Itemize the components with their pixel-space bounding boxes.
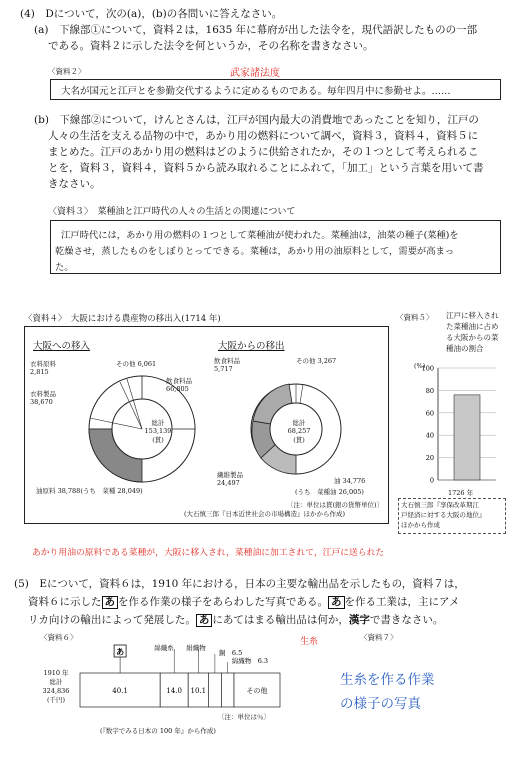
kana-box-2: あ bbox=[328, 596, 345, 609]
shiryo2-label: 〈資料２〉 bbox=[48, 67, 86, 76]
shiryo6-value-label: その他 bbox=[246, 687, 268, 695]
shiryo5-year: 1726 年 bbox=[448, 489, 474, 497]
kana-box-3: あ bbox=[196, 614, 213, 627]
shiryo6-label: 〈資料６〉 bbox=[40, 633, 78, 642]
shiryo6-note: 〔注：単位は％〕 bbox=[218, 713, 270, 721]
shiryo6-segment-name: 綿織糸 bbox=[154, 644, 174, 652]
chart5-ytick: 80 bbox=[425, 386, 434, 395]
answer-b: あかり用油の原料である菜種が，大阪に移入され，菜種油に加工されて，江戸に送られた bbox=[32, 548, 385, 558]
shiryo5-source: 大石慎三郎『享保改革期江 戸経済に対する大阪の地位』 ほかから作成 bbox=[398, 498, 506, 534]
inflow-label-5: 油原料 38,788(うち 菜種 28,049) bbox=[36, 487, 143, 495]
chart5-ytick: 20 bbox=[425, 454, 434, 463]
outflow-label-3: 繊維製品 24,497 bbox=[217, 471, 243, 487]
shiryo7-label: 〈資料７〉 bbox=[360, 633, 398, 642]
shiryo3-label: 〈資料３〉 菜種油と江戸時代の人々の生活との関連について bbox=[48, 207, 296, 217]
chart5-ytick: 100 bbox=[421, 364, 434, 373]
shiryo6-segment-name: 絹織物 bbox=[186, 644, 206, 652]
chart5-ytick: 0 bbox=[429, 476, 434, 485]
shiryo6-segment bbox=[221, 673, 234, 707]
q5-line2: 資料６に示した あ を作る作業の様子をあらわした写真である。 あ を作る工業は，主にアメ bbox=[28, 596, 460, 608]
q4b-line4: とを，資料３，資料４，資料５から読み取れることにふれて，「加工」という言葉を用いて書 bbox=[48, 162, 484, 174]
photo-placeholder: 生糸を作る作業 の様子の写真 bbox=[340, 672, 435, 712]
shiryo4-label: 〈資料４〉 大阪における農産物の移出入(1714 年) bbox=[24, 314, 221, 324]
q4b-line1: (b) 下線部②について，けんとさんは，江戸が国内最大の消費地であったことを知り，江戸の bbox=[34, 114, 479, 126]
shiryo6-source: (『数字でみる日本の 100 年』から作成) bbox=[100, 727, 216, 735]
outflow-label-5: (うち 菜種油 26,005) bbox=[295, 488, 364, 496]
shiryo5-caption: 江戸に移入され た菜種油に占め る大阪からの菜 種油の割合 bbox=[446, 311, 499, 353]
outflow-title: 大阪からの移出 bbox=[218, 341, 285, 352]
shiryo5-chart bbox=[396, 362, 506, 492]
q5-line3: リカ向けの輸出によって発展した。 あ にあてはまる輸出品は何か，漢字で書きなさい。 bbox=[28, 614, 444, 626]
shiryo6-kana: あ bbox=[116, 646, 125, 657]
outflow-label-4: 油 34,776 bbox=[334, 477, 366, 485]
shiryo5-label: 〈資料５〉 bbox=[396, 313, 434, 322]
shiryo3-line1: 江戸時代には，あかり用の燃料の１つとして菜種油が使われた。菜種油は，油菜の種子(菜種)を bbox=[61, 230, 459, 241]
chart5-ytick: 40 bbox=[425, 431, 434, 440]
inflow-total: 総計 153,139 (貫) bbox=[144, 419, 172, 444]
kana-box-1: あ bbox=[102, 596, 119, 609]
inflow-label-3: その他 6,061 bbox=[116, 360, 157, 368]
inflow-label-2: 衣料製品 38,670 bbox=[30, 390, 56, 406]
shiryo4-source: (大石慎三郎『日本近世社会の市場構造』ほかから作成) bbox=[184, 510, 346, 518]
inflow-label-4: 飲食料品 66,805 bbox=[166, 377, 192, 393]
answer-a: 武家諸法度 bbox=[230, 68, 280, 79]
q4-line1: (4) Dについて，次の(a)，(b)の各問いに答えなさい。 bbox=[20, 8, 283, 20]
shiryo4-note: 〔注：単位は貫(銀の貨幣単位)〕 bbox=[287, 501, 384, 509]
inflow-title: 大阪への移入 bbox=[33, 341, 91, 352]
inflow-label-1: 衣料原料 2,815 bbox=[30, 360, 56, 376]
shiryo6-value-label: 14.0 bbox=[166, 687, 182, 695]
chart5-bar bbox=[454, 395, 480, 480]
shiryo6-segment-name: 銅 6.5 bbox=[218, 649, 243, 657]
shiryo5-unit: (%) bbox=[414, 362, 426, 370]
shiryo6-yearblock: 1910 年 総計 324,836 (千円) bbox=[42, 669, 70, 704]
shiryo2-box bbox=[50, 79, 501, 100]
shiryo6-segment bbox=[208, 673, 221, 707]
q5-answer: 生糸 bbox=[300, 637, 319, 647]
shiryo6-segment-name: 綿織物 6.3 bbox=[231, 657, 269, 665]
outflow-total: 総計 68,257 (貫) bbox=[287, 419, 311, 444]
outflow-label-2: その他 3,267 bbox=[296, 357, 337, 365]
q4b-line2: 人々の生活を支える品物の中で，あかり用の燃料について調べ，資料３，資料４，資料５に bbox=[48, 130, 479, 142]
shiryo3-line3: た。 bbox=[55, 262, 74, 273]
q4b-line5: きなさい。 bbox=[48, 178, 101, 190]
outflow-label-1: 飲食料品 5,717 bbox=[214, 357, 240, 373]
q4a-line2: である。資料２に示した法令を何というか，その名称を書きなさい。 bbox=[48, 40, 374, 52]
q4b-line3: まとめた。江戸のあかり用の燃料はどのように供給されたか，その１つとして考えられるこ bbox=[48, 146, 479, 158]
shiryo3-line2: 乾燥させ，蒸したものをしぼりとってできる。菜種は，あかり用の油原料として，需要が高まっ bbox=[55, 246, 455, 257]
shiryo6-value-label: 10.1 bbox=[190, 687, 207, 695]
q5-line1: (5) Eについて，資料６は，1910 年における，日本の主要な輸出品を示したもの，資料７は， bbox=[14, 578, 465, 590]
shiryo6-value-label: 40.1 bbox=[112, 687, 128, 695]
shiryo2-text: 大名が国元と江戸とを参勤交代するように定めるものである。毎年四月中に参勤せよ。…… bbox=[61, 86, 451, 97]
shiryo3-box bbox=[50, 220, 501, 274]
shiryo6-chart bbox=[0, 640, 300, 720]
chart5-ytick: 60 bbox=[425, 409, 434, 418]
q4a-line1: (a) 下線部①について，資料２は，1635 年に幕府が出した法令を，現代語訳したものの一部 bbox=[34, 24, 478, 36]
